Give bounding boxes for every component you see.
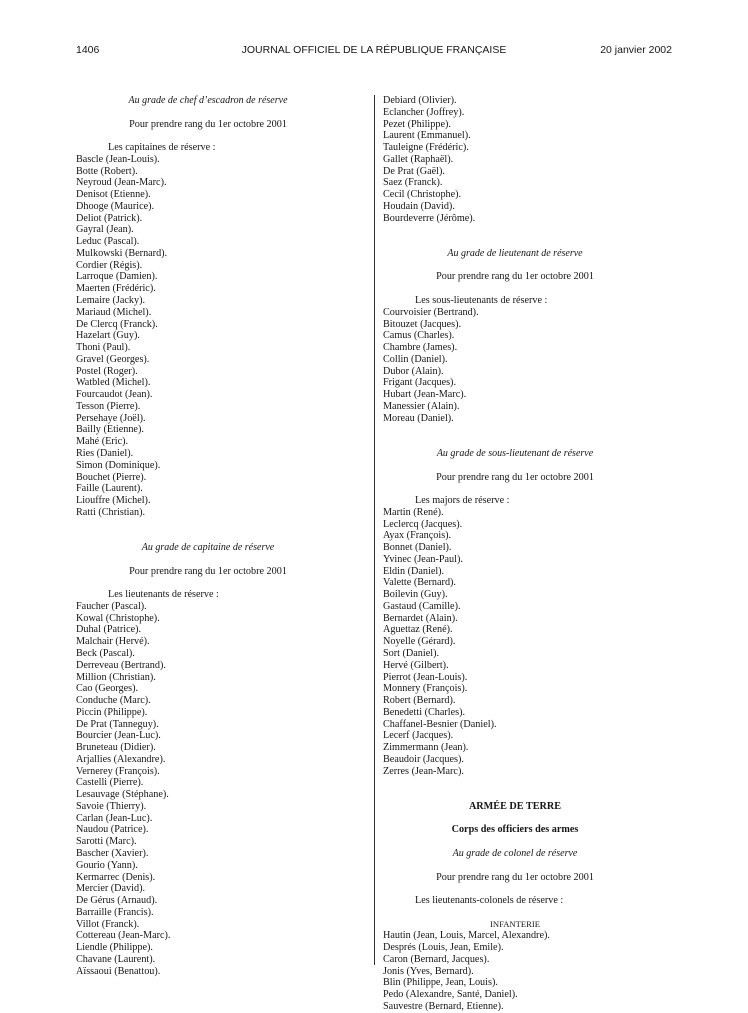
name-entry: Courvoisier (Bertrand). [383, 306, 479, 318]
name-entry: Sort (Daniel). [383, 647, 440, 659]
name-entry: Martin (René). [383, 506, 444, 518]
name-entry: Savoie (Thierry). [76, 800, 147, 812]
name-entry: Sauvestre (Bernard, Etienne). [383, 1000, 504, 1012]
name-entry: Bascher (Xavier). [76, 848, 149, 859]
name-entry: Després (Louis, Jean, Emile). [383, 942, 504, 954]
name-entry: Aguettaz (René). [383, 624, 453, 636]
name-entry: Cecil (Christophe). [383, 189, 462, 201]
name-entry: Beck (Pascal). [76, 647, 135, 659]
page-header [76, 44, 672, 60]
grade-heading: Au grade de sous-lieutenant de réserve [436, 447, 594, 459]
name-entry: Gastaud (Camille). [383, 600, 461, 612]
name-entry: Collin (Daniel). [383, 353, 448, 365]
spacer [383, 907, 647, 919]
left-column [76, 95, 340, 977]
name-entry: Moreau (Daniel). [383, 412, 454, 424]
name-entry: De Gérus (Arnaud). [76, 895, 158, 907]
name-entry: Bascle (Jean-Louis). [76, 153, 160, 165]
name-entry: Zerres (Jean-Marc). [383, 765, 464, 777]
rank-date-line: Pour prendre rang du 1er octobre 2001 [436, 271, 594, 283]
name-entry: Faucher (Pascal). [76, 600, 147, 612]
name-entry: Cordier (Régis). [76, 259, 143, 271]
name-entry: Vernerey (François). [76, 765, 160, 777]
name-entry: Manessier (Alain). [383, 400, 460, 412]
rank-date-line: Pour prendre rang du 1er octobre 2001 [129, 118, 287, 130]
rank-date-line: Pour prendre rang du 1er octobre 2001 [436, 471, 594, 483]
rank-date-line: Pour prendre rang du 1er octobre 2001 [129, 565, 287, 577]
name-entry: Conduche (Marc). [76, 695, 151, 707]
name-entry: Debiard (Olivier). [383, 95, 457, 106]
name-entry: Tesson (Pierre). [76, 400, 141, 412]
section-heading: ARMÉE DE TERRE [468, 800, 562, 812]
name-entry: Saez (Franck). [383, 177, 443, 189]
name-entry: Bourcier (Jean-Luc). [76, 730, 161, 742]
journal-title: JOURNAL OFFICIEL DE LA RÉPUBLIQUE FRANÇAISE [241, 44, 507, 56]
name-entry: Pedo (Alexandre, Santé, Daniel). [383, 989, 518, 1001]
name-entry: Sarotti (Marc). [76, 836, 137, 848]
name-entry: Gayral (Jean). [76, 224, 134, 236]
category-line: Les sous-lieutenants de réserve : [415, 295, 548, 307]
subcategory-heading: INFANTERIE [490, 918, 540, 929]
name-entry: Lemaire (Jacky). [76, 295, 146, 307]
name-entry: Lesauvage (Stéphane). [76, 789, 169, 801]
spacer [383, 436, 647, 448]
spacer [76, 107, 340, 119]
name-entry: Villot (Franck). [76, 918, 140, 930]
name-entry: Gourio (Yann). [76, 859, 138, 871]
category-line: Les lieutenants de réserve : [108, 589, 219, 601]
name-entry: Castelli (Pierre). [76, 777, 144, 789]
grade-heading: Au grade de lieutenant de réserve [447, 247, 583, 259]
name-entry: Mercier (David). [76, 883, 146, 895]
name-entry: Gallet (Raphaël). [383, 153, 454, 165]
name-entry: Simon (Dominique). [76, 459, 161, 471]
name-entry: Bourdeverre (Jérôme). [383, 212, 476, 224]
name-entry: Lecerf (Jacques). [383, 730, 454, 742]
name-entry: Zimmermann (Jean). [383, 742, 469, 754]
column-divider [374, 95, 375, 965]
name-entry: Valette (Bernard). [383, 577, 456, 589]
name-entry: Thoni (Paul). [76, 342, 131, 354]
category-line: Les capitaines de réserve : [108, 142, 216, 154]
name-entry: Blin (Philippe, Jean, Louis). [383, 977, 498, 989]
spacer [76, 519, 340, 531]
category-line: Les majors de réserve : [415, 495, 510, 507]
name-entry: Liendle (Philippe). [76, 942, 153, 954]
name-entry: Ayax (François). [383, 530, 452, 542]
name-entry: Hubart (Jean-Marc). [383, 389, 467, 401]
name-entry: Fourcaudot (Jean). [76, 389, 153, 401]
name-entry: Benedetti (Charles). [383, 706, 466, 718]
name-entry: Malchair (Hervé). [76, 636, 150, 648]
name-entry: Jonis (Yves, Bernard). [383, 965, 474, 977]
category-line: Les lieutenants-colonels de réserve : [415, 895, 564, 907]
name-entry: Carlan (Jean-Luc). [76, 812, 153, 824]
name-entry: Laurent (Emmanuel). [383, 130, 471, 142]
name-entry: Leclercq (Jacques). [383, 518, 463, 530]
name-entry: De Prat (Tanneguy). [76, 718, 159, 730]
name-entry: Faille (Laurent). [76, 483, 143, 495]
name-entry: Dhooge (Maurice). [76, 200, 155, 212]
name-entry: Eldin (Daniel). [383, 565, 445, 577]
name-entry: Kowal (Christophe). [76, 612, 160, 624]
name-entry: Million (Christian). [76, 671, 156, 683]
name-entry: Piccin (Philippe). [76, 706, 148, 718]
right-column [383, 95, 647, 1013]
name-entry: Neyroud (Jean-Marc). [76, 177, 167, 189]
name-entry: Pierrot (Jean-Louis). [383, 671, 468, 683]
name-entry: Hervé (Gilbert). [383, 659, 449, 671]
name-entry: Botte (Robert). [76, 165, 138, 177]
spacer [383, 483, 647, 495]
name-entry: Camus (Charles). [383, 330, 455, 342]
name-entry: Boilevin (Guy). [383, 589, 448, 601]
grade-heading: Au grade de capitaine de réserve [141, 542, 275, 554]
name-entry: Chambre (James). [383, 342, 458, 354]
corps-heading: Corps des officiers des armes [451, 824, 579, 836]
name-entry: Kermarrec (Denis). [76, 871, 156, 883]
name-entry: Barraille (Francis). [76, 906, 154, 918]
name-entry: Ries (Daniel). [76, 447, 134, 459]
name-entry: Hazelart (Guy). [76, 330, 140, 342]
name-entry: De Prat (Gaël). [383, 165, 445, 177]
name-entry: Persehaye (Joël). [76, 412, 146, 424]
spacer [76, 130, 340, 142]
grade-heading: Au grade de colonel de réserve [452, 848, 578, 859]
name-entry: Cao (Georges). [76, 683, 139, 695]
spacer [383, 283, 647, 295]
name-entry: Bernardet (Alain). [383, 612, 458, 624]
name-entry: Pezet (Philippe). [383, 118, 451, 130]
name-entry: Deliot (Patrick). [76, 212, 143, 224]
spacer [383, 813, 647, 825]
name-entry: Maerten (Frédéric). [76, 283, 156, 295]
name-entry: Yvinec (Jean-Paul). [383, 553, 463, 565]
spacer [383, 789, 647, 801]
spacer [383, 460, 647, 472]
spacer [383, 777, 647, 789]
name-entry: Caron (Bernard, Jacques). [383, 953, 490, 965]
rank-date-line: Pour prendre rang du 1er octobre 2001 [436, 871, 594, 883]
page-number: 1406 [76, 44, 100, 56]
spacer [383, 883, 647, 895]
spacer [76, 554, 340, 566]
spacer [76, 577, 340, 589]
spacer [383, 224, 647, 236]
spacer [383, 424, 647, 436]
name-entry: Naudou (Patrice). [76, 824, 149, 836]
name-entry: Monnery (François). [383, 683, 468, 695]
issue-date: 20 janvier 2002 [600, 44, 672, 56]
name-entry: Tauleigne (Frédéric). [383, 142, 469, 154]
name-entry: Robert (Bernard). [383, 695, 456, 707]
name-entry: Postel (Roger). [76, 365, 138, 377]
spacer [76, 530, 340, 542]
name-entry: Derreveau (Bertrand). [76, 659, 166, 671]
spacer [383, 236, 647, 248]
name-entry: Eclancher (Joffrey). [383, 106, 465, 118]
name-entry: Noyelle (Gérard). [383, 636, 456, 648]
name-entry: Frigant (Jacques). [383, 377, 456, 389]
name-entry: Bailly (Etienne). [76, 424, 144, 436]
name-entry: Denisot (Etienne). [76, 189, 151, 201]
name-entry: Liouffre (Michel). [76, 495, 151, 507]
name-entry: Aïssaoui (Benattou). [76, 965, 161, 977]
name-entry: Beaudoir (Jacques). [383, 753, 464, 765]
name-entry: Larroque (Damien). [76, 271, 158, 283]
name-entry: Houdain (David). [383, 200, 455, 212]
name-entry: Hautin (Jean, Louis, Marcel, Alexandre). [383, 930, 550, 942]
name-entry: Mariaud (Michel). [76, 306, 152, 318]
name-entry: Chavane (Laurent). [76, 953, 156, 965]
name-entry: Dubor (Alain). [383, 365, 444, 377]
name-entry: Bouchet (Pierre). [76, 471, 147, 483]
name-entry: Gravel (Georges). [76, 353, 150, 365]
grade-heading: Au grade de chef d’escadron de réserve [128, 95, 288, 106]
name-entry: Mulkowski (Bernard). [76, 247, 168, 259]
name-entry: Ratti (Christian). [76, 506, 146, 518]
spacer [383, 836, 647, 848]
name-entry: Duhal (Patrice). [76, 624, 142, 636]
name-entry: Leduc (Pascal). [76, 236, 140, 248]
spacer [383, 260, 647, 272]
spacer [383, 860, 647, 872]
name-entry: Cottereau (Jean-Marc). [76, 930, 171, 942]
name-entry: Watbled (Michel). [76, 377, 151, 389]
name-entry: De Clercq (Franck). [76, 318, 158, 330]
name-entry: Arjallies (Alexandre). [76, 753, 166, 765]
name-entry: Mahé (Eric). [76, 436, 129, 448]
name-entry: Bonnet (Daniel). [383, 542, 452, 554]
name-entry: Bruneteau (Didier). [76, 742, 156, 754]
name-entry: Chaffanel-Besnier (Daniel). [383, 718, 497, 730]
name-entry: Bitouzet (Jacques). [383, 318, 462, 330]
